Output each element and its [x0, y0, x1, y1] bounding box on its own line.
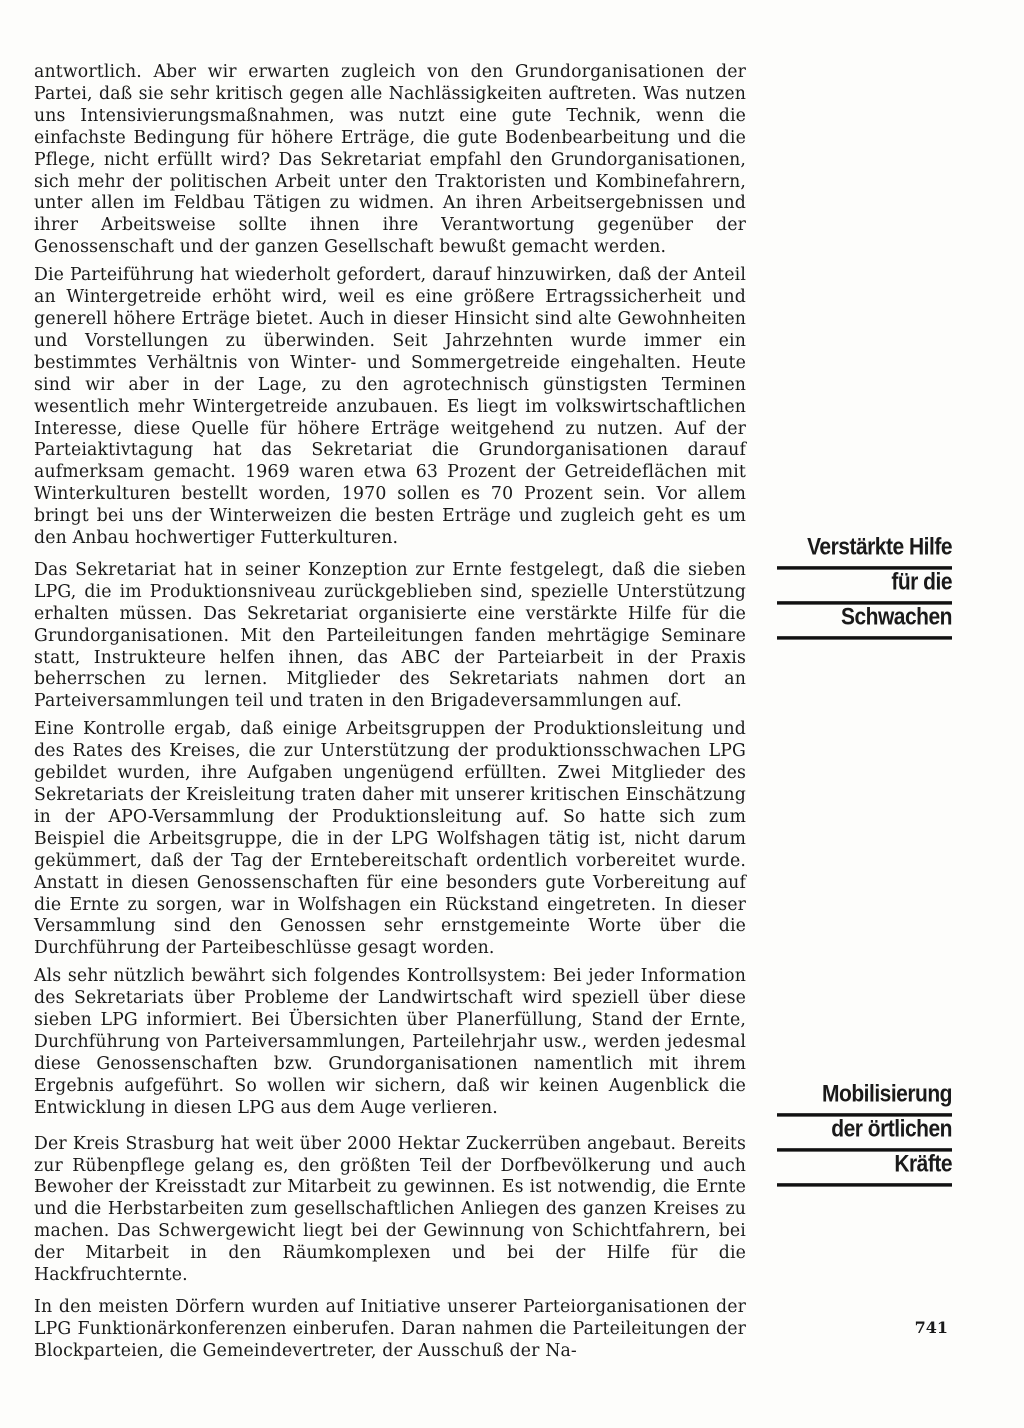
margin-heading-line: Mobilisierung	[777, 1076, 952, 1116]
paragraph: Als sehr nützlich bewährt sich folgendes Kontrollsystem: Bei jeder Information des Sekretariats über Probleme der Landwirtschaft wird speziell über diese sieben LPG informiert. Bei Übersichten über Planerfüllung, Stand der Ernte, Durchführung von Parteiversammlungen, Parteilehrjahr usw., werden jedesmal diese Genossenschaften bzw. Grundorganisationen namentlich mit ihrem Ergebnis aufgeführt. So wollen wir sichern, daß wir keinen Augenblick die Entwicklung in diesen LPG aus dem Auge verlieren.	[34, 966, 746, 1118]
margin-heading-line: Verstärkte Hilfe	[777, 529, 952, 569]
margin-heading-line: Kräfte	[777, 1146, 952, 1186]
paragraph: Die Parteiführung hat wiederholt gefordert, darauf hinzuwirken, daß der Anteil an Wintergetreide erhöht wird, weil es eine größere Ertragssicherheit und generell höhere Erträge bietet. Auch in dieser Hinsicht sind alte Gewohnheiten und Vorstellungen zu überwinden. Seit Jahrzehnten wurde immer ein bestimmtes Verhältnis von Winter- und Sommergetreide eingehalten. Heute sind wir aber in der Lage, zu den agrotechnisch günstigsten Terminen wesentlich mehr Wintergetreide anzubauen. Es liegt im volkswirtschaftlichen Interesse, diese Quelle für höhere Erträge weitgehend zu nutzen. Auf der Parteiaktivtagung hat das Sekretariat die Grundorganisationen darauf aufmerksam gemacht. 1969 waren etwa 63 Prozent der Getreideflächen mit Winterkulturen bestellt worden, 1970 sollen es 70 Prozent sein. Vor allem bringt bei uns der Winterweizen die besten Erträge und zugleich geht es um den Anbau hochwertiger Futterkulturen.	[34, 265, 746, 549]
paragraph: Der Kreis Strasburg hat weit über 2000 Hektar Zuckerrüben angebaut. Bereits zur Rübenpflege gelang es, den größten Teil der Dorfbevölkerung und auch Bewoher der Kreisstadt zur Mitarbeit zu gewinnen. Es ist notwendig, die Ernte und die Herbstarbeiten zum gesellschaftlichen Anliegen des ganzen Kreises zu machen. Das Schwergewicht liegt bei der Gewinnung von Schichtfahrern, bei der Mitarbeit in den Räumkomplexen und bei der Hilfe für die Hackfruchternte.	[34, 1133, 746, 1286]
margin-heading-mobilisierung	[777, 1079, 952, 1184]
paragraph: antwortlich. Aber wir erwarten zugleich von den Grundorganisationen der Partei, daß sie sehr kritisch gegen alle Nachlässigkeiten auftreten. Was nutzen uns Intensivierungsmaßnahmen, was nutzt eine gute Technik, wenn die einfachste Bedingung für höhere Erträge, die gute Bodenbearbeitung und die Pflege, nicht erfüllt wird? Das Sekretariat empfahl den Grundorganisationen, sich mehr der politischen Arbeit unter den Traktoristen und Kombinefahrern, unter allen im Feldbau Tätigen zu widmen. An ihren Arbeitsergebnissen und ihrer Arbeitsweise sollte ihnen ihre Verantwortung gegenüber der Genossenschaft und der ganzen Gesellschaft bewußt gemacht werden.	[34, 62, 746, 258]
paragraph: Das Sekretariat hat in seiner Konzeption zur Ernte festgelegt, daß die sieben LPG, die im Produktionsniveau zurückgeblieben sind, spezielle Unterstützung erhalten müssen. Das Sekretariat organisierte eine verstärkte Hilfe für die Grundorganisationen. Mit den Parteileitungen fanden mehrtägige Seminare statt, Instrukteure helfen ihnen, das ABC der Parteiarbeit in der Praxis beherrschen zu lernen. Mitglieder des Sekretariats nahmen dort an Parteiversammlungen teil und traten in den Brigadeversammlungen auf.	[34, 559, 746, 712]
margin-heading-line: Schwachen	[777, 599, 952, 639]
margin-heading-line: für die	[777, 564, 952, 604]
margin-heading-verstaerkte-hilfe	[777, 532, 952, 637]
paragraph: In den meisten Dörfern wurden auf Initiative unserer Parteiorganisationen der LPG Funktionärkonferenzen einberufen. Daran nahmen die Parteileitungen der Blockparteien, die Gemeindevertreter, der Ausschuß der Na-	[34, 1296, 746, 1361]
margin-heading-line: der örtlichen	[777, 1111, 952, 1151]
main-text-column	[34, 62, 746, 1369]
paragraph: Eine Kontrolle ergab, daß einige Arbeitsgruppen der Produktionsleitung und des Rates des Kreises, die zur Unterstützung der produktionsschwachen LPG gebildet wurden, ihre Aufgaben ungenügend erfüllten. Zwei Mitglieder des Sekretariats der Kreisleitung traten daher mit unserer kritischen Einschätzung in der APO-Versammlung der Produktionsleitung auf. So hatte sich zum Beispiel die Arbeitsgruppe, die in der LPG Wolfshagen tätig ist, nicht darum gekümmert, daß der Tag der Erntebereitschaft ordentlich vorbereitet wurde. Anstatt in diesen Genossenschaften für eine besonders gute Vorbereitung auf die Ernte zu sorgen, war in Wolfshagen ein Rückstand eingetreten. In dieser Versammlung sind den Genossen sehr ernstgemeinte Worte über die Durchführung der Parteibeschlüsse gesagt worden.	[34, 719, 746, 959]
page-number: 741	[914, 1318, 948, 1337]
